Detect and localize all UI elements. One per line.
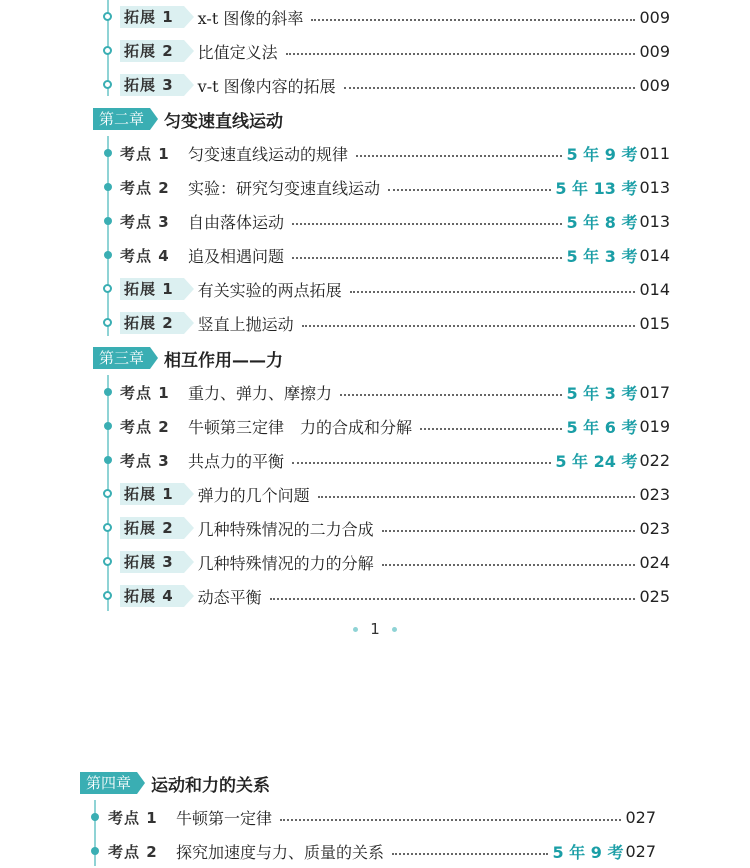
entry-title: 追及相遇问题 <box>188 246 285 266</box>
page-dot-right <box>392 627 397 632</box>
dot-leader <box>382 530 636 532</box>
timeline-line <box>94 800 96 866</box>
dot-leader <box>270 598 636 600</box>
dot-leader <box>311 19 635 21</box>
dot-marker <box>91 813 99 821</box>
toc-entry[interactable] <box>120 204 670 238</box>
page-ref: 023 <box>639 518 670 538</box>
page-ref: 014 <box>639 245 670 265</box>
extension-tag: 拓展 2 <box>120 312 184 334</box>
page-ref: 011 <box>639 143 670 163</box>
exam-frequency: 5 年 3 考 <box>566 246 638 266</box>
toc-entry[interactable] <box>120 34 670 68</box>
dot-leader <box>292 462 551 464</box>
dot-marker <box>104 149 112 157</box>
chapter-title: 匀变速直线运动 <box>164 111 284 132</box>
ring-marker <box>103 557 112 566</box>
dot-marker <box>104 183 112 191</box>
dot-leader <box>286 53 636 55</box>
page-ref: 024 <box>639 552 670 572</box>
exam-point-tag: 考点 4 <box>120 246 170 265</box>
toc-entry[interactable] <box>120 443 670 477</box>
dot-leader <box>344 87 636 89</box>
entry-title: 比值定义法 <box>197 42 278 62</box>
entry-title: 匀变速直线运动的规律 <box>188 144 349 164</box>
chapter-heading[interactable] <box>93 345 283 371</box>
exam-point-tag: 考点 3 <box>120 451 170 470</box>
page-number-text: 1 <box>370 620 380 638</box>
page-ref: 025 <box>639 586 670 606</box>
chapter-heading[interactable] <box>80 770 270 796</box>
toc-entry[interactable] <box>120 238 670 272</box>
exam-frequency: 5 年 6 考 <box>566 417 638 437</box>
entry-title: 牛顿第三定律 力的合成和分解 <box>188 417 413 437</box>
exam-point-tag: 考点 3 <box>120 212 170 231</box>
toc-entry[interactable] <box>120 579 670 613</box>
ring-marker <box>103 591 112 600</box>
dot-leader <box>292 223 562 225</box>
extension-tag: 拓展 1 <box>120 483 184 505</box>
entry-title: 实验：研究匀变速直线运动 <box>188 178 381 198</box>
exam-frequency: 5 年 9 考 <box>566 144 638 164</box>
chapter-heading[interactable] <box>93 106 283 132</box>
toc-entry[interactable] <box>108 834 656 868</box>
entry-title: 动态平衡 <box>197 587 262 607</box>
chapter-title: 运动和力的关系 <box>151 775 271 796</box>
entry-title: x-t 图像的斜率 <box>197 8 304 28</box>
dot-marker <box>91 847 99 855</box>
page-ref: 009 <box>639 7 670 27</box>
toc-entry[interactable] <box>120 375 670 409</box>
dot-leader <box>292 257 562 259</box>
toc-entry[interactable] <box>120 68 670 102</box>
dot-leader <box>350 291 636 293</box>
ring-marker <box>103 489 112 498</box>
page-ref: 019 <box>639 416 670 436</box>
toc-entry[interactable] <box>108 800 656 834</box>
entry-title: 牛顿第一定律 <box>176 808 273 828</box>
toc-entry[interactable] <box>120 0 670 34</box>
toc-entry[interactable] <box>120 136 670 170</box>
page-ref: 027 <box>625 807 656 827</box>
exam-point-tag: 考点 2 <box>108 842 158 861</box>
toc-entry[interactable] <box>120 170 670 204</box>
dot-marker <box>104 251 112 259</box>
exam-frequency: 5 年 8 考 <box>566 212 638 232</box>
entry-title: 自由落体运动 <box>188 212 285 232</box>
toc-entry[interactable] <box>120 545 670 579</box>
extension-tag: 拓展 1 <box>120 278 184 300</box>
dot-leader <box>382 564 636 566</box>
exam-frequency: 5 年 24 考 <box>555 451 638 471</box>
dot-leader <box>318 496 636 498</box>
page-dot-left <box>353 627 358 632</box>
page-ref: 027 <box>625 841 656 861</box>
entry-title: 共点力的平衡 <box>188 451 285 471</box>
timeline-line <box>107 136 109 336</box>
page-ref: 013 <box>639 177 670 197</box>
extension-tag: 拓展 4 <box>120 585 184 607</box>
ring-marker <box>103 46 112 55</box>
entry-title: 竖直上抛运动 <box>197 314 294 334</box>
extension-tag: 拓展 3 <box>120 74 184 96</box>
page-ref: 009 <box>639 75 670 95</box>
exam-point-tag: 考点 2 <box>120 417 170 436</box>
exam-point-tag: 考点 1 <box>120 144 170 163</box>
toc-entry[interactable] <box>120 306 670 340</box>
toc-entry[interactable] <box>120 477 670 511</box>
page-ref: 015 <box>639 313 670 333</box>
chapter-badge: 第四章 <box>80 772 137 794</box>
entry-title: 几种特殊情况的力的分解 <box>197 553 374 573</box>
exam-frequency: 5 年 13 考 <box>555 178 638 198</box>
exam-point-tag: 考点 1 <box>108 808 158 827</box>
ring-marker <box>103 12 112 21</box>
toc-entry[interactable] <box>120 511 670 545</box>
ring-marker <box>103 523 112 532</box>
dot-leader <box>420 428 562 430</box>
dot-leader <box>302 325 636 327</box>
toc-entry[interactable] <box>120 409 670 443</box>
ring-marker <box>103 318 112 327</box>
dot-leader <box>356 155 562 157</box>
extension-tag: 拓展 3 <box>120 551 184 573</box>
dot-marker <box>104 422 112 430</box>
page-ref: 013 <box>639 211 670 231</box>
exam-point-tag: 考点 2 <box>120 178 170 197</box>
dot-marker <box>104 217 112 225</box>
dot-leader <box>388 189 551 191</box>
dot-leader <box>280 819 621 821</box>
exam-frequency: 5 年 3 考 <box>566 383 638 403</box>
entry-title: 探究加速度与力、质量的关系 <box>176 842 385 862</box>
dot-marker <box>104 456 112 464</box>
entry-title: 有关实验的两点拓展 <box>197 280 342 300</box>
exam-point-tag: 考点 1 <box>120 383 170 402</box>
dot-leader <box>392 853 548 855</box>
extension-tag: 拓展 2 <box>120 40 184 62</box>
entry-title: 几种特殊情况的二力合成 <box>197 519 374 539</box>
page-ref: 014 <box>639 279 670 299</box>
entry-title: 重力、弹力、摩擦力 <box>188 383 333 403</box>
extension-tag: 拓展 1 <box>120 6 184 28</box>
page-ref: 009 <box>639 41 670 61</box>
chapter-badge: 第三章 <box>93 347 150 369</box>
page-ref: 017 <box>639 382 670 402</box>
page-ref: 023 <box>639 484 670 504</box>
entry-title: 弹力的几个问题 <box>197 485 310 505</box>
extension-tag: 拓展 2 <box>120 517 184 539</box>
ring-marker <box>103 80 112 89</box>
dot-leader <box>340 394 562 396</box>
page-ref: 022 <box>639 450 670 470</box>
chapter-badge: 第二章 <box>93 108 150 130</box>
toc-entry[interactable] <box>120 272 670 306</box>
entry-title: v-t 图像内容的拓展 <box>197 76 336 96</box>
exam-frequency: 5 年 9 考 <box>552 842 624 862</box>
ring-marker <box>103 284 112 293</box>
page-number <box>0 620 750 638</box>
chapter-title: 相互作用——力 <box>164 350 284 371</box>
dot-marker <box>104 388 112 396</box>
